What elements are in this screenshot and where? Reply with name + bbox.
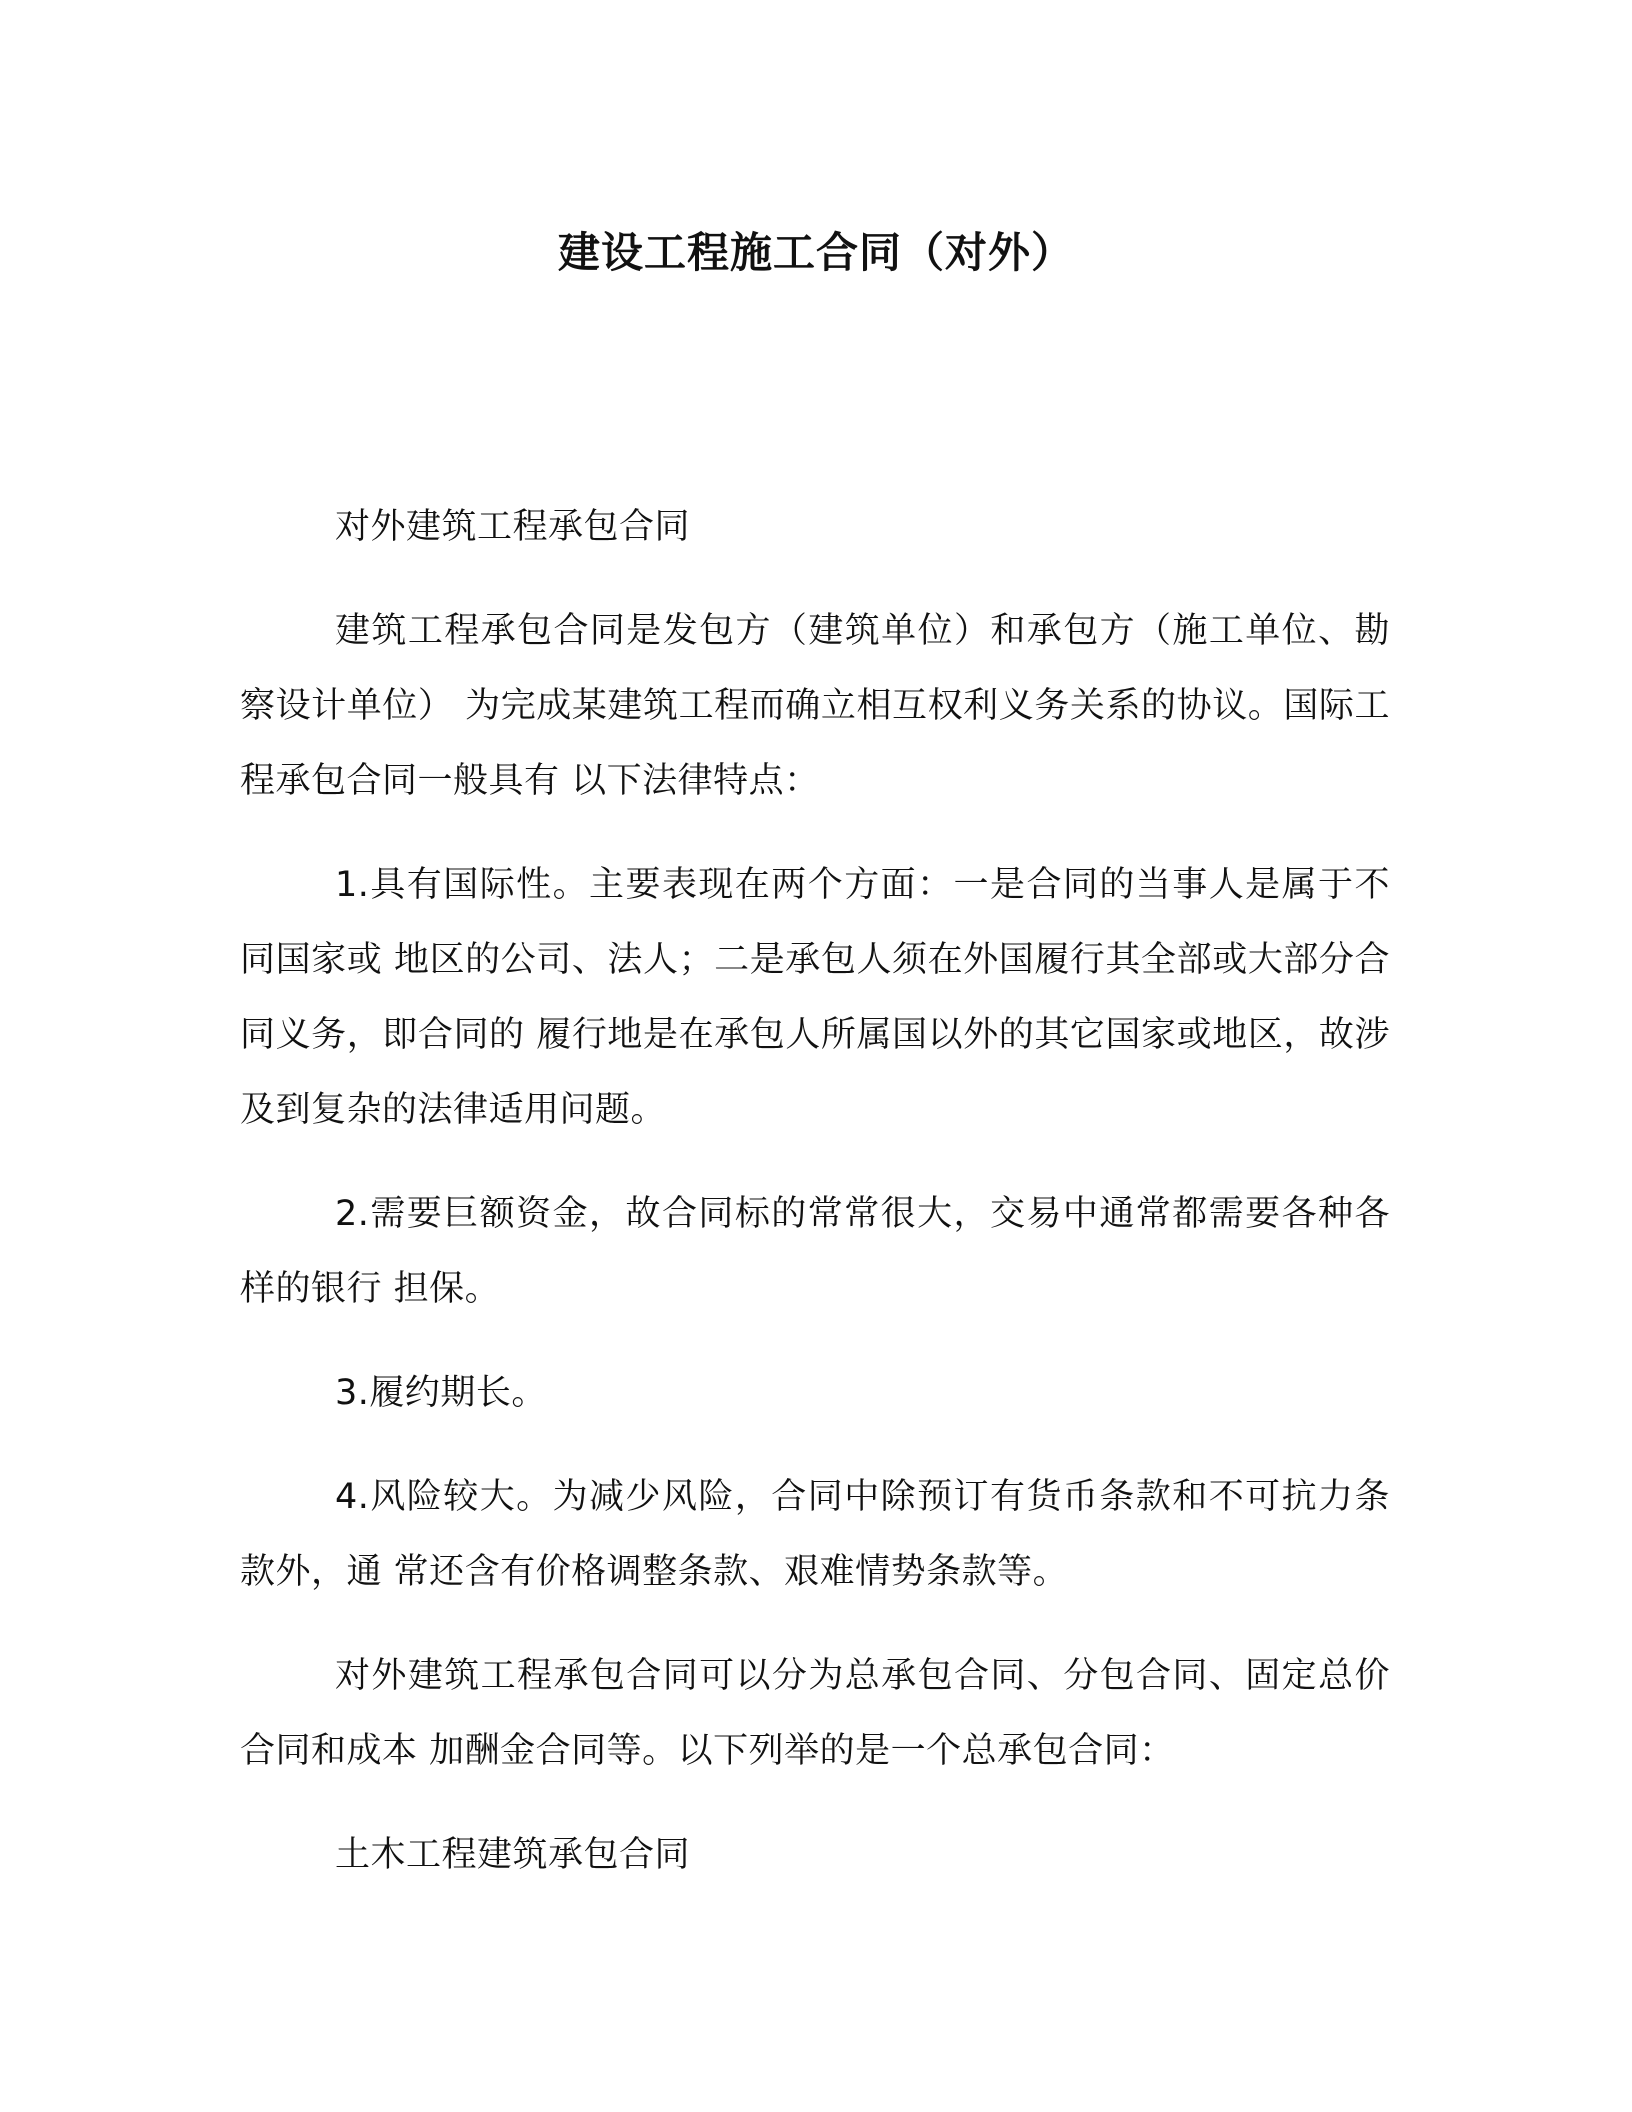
paragraph-contract-types: 对外建筑工程承包合同可以分为总承包合同、分包合同、固定总价合同和成本 加酬金合同等。以下列举的是一个总承包合同：	[240, 1656, 1390, 1771]
document-title: 建设工程施工合同（对外）	[557, 228, 1074, 277]
paragraph-feature-4: 4.风险较大。为减少风险，合同中除预订有货币条款和不可抗力条款外，通 常还含有价格调整条款、艰难情势条款等。	[240, 1477, 1390, 1592]
section-heading-civil-contract: 土木工程建筑承包合同	[335, 1835, 691, 1875]
paragraph-definition: 建筑工程承包合同是发包方（建筑单位）和承包方（施工单位、勘察设计单位） 为完成某建筑工程而确立相互权利义务关系的协议。国际工程承包合同一般具有 以下法律特点：	[240, 611, 1390, 801]
section-heading-foreign-contract: 对外建筑工程承包合同	[335, 507, 691, 547]
paragraph-feature-1: 1.具有国际性。主要表现在两个方面：一是合同的当事人是属于不同国家或 地区的公司、法人；二是承包人须在外国履行其全部或大部分合同义务，即合同的 履行地是在承包人所属国以外的其它国家或地区，故涉及到复杂的法律适用问题。	[240, 865, 1390, 1130]
paragraph-feature-2: 2.需要巨额资金，故合同标的常常很大，交易中通常都需要各种各样的银行 担保。	[240, 1194, 1390, 1309]
document-body	[240, 490, 1390, 1922]
paragraph-feature-3: 3.履约期长。	[335, 1373, 547, 1413]
